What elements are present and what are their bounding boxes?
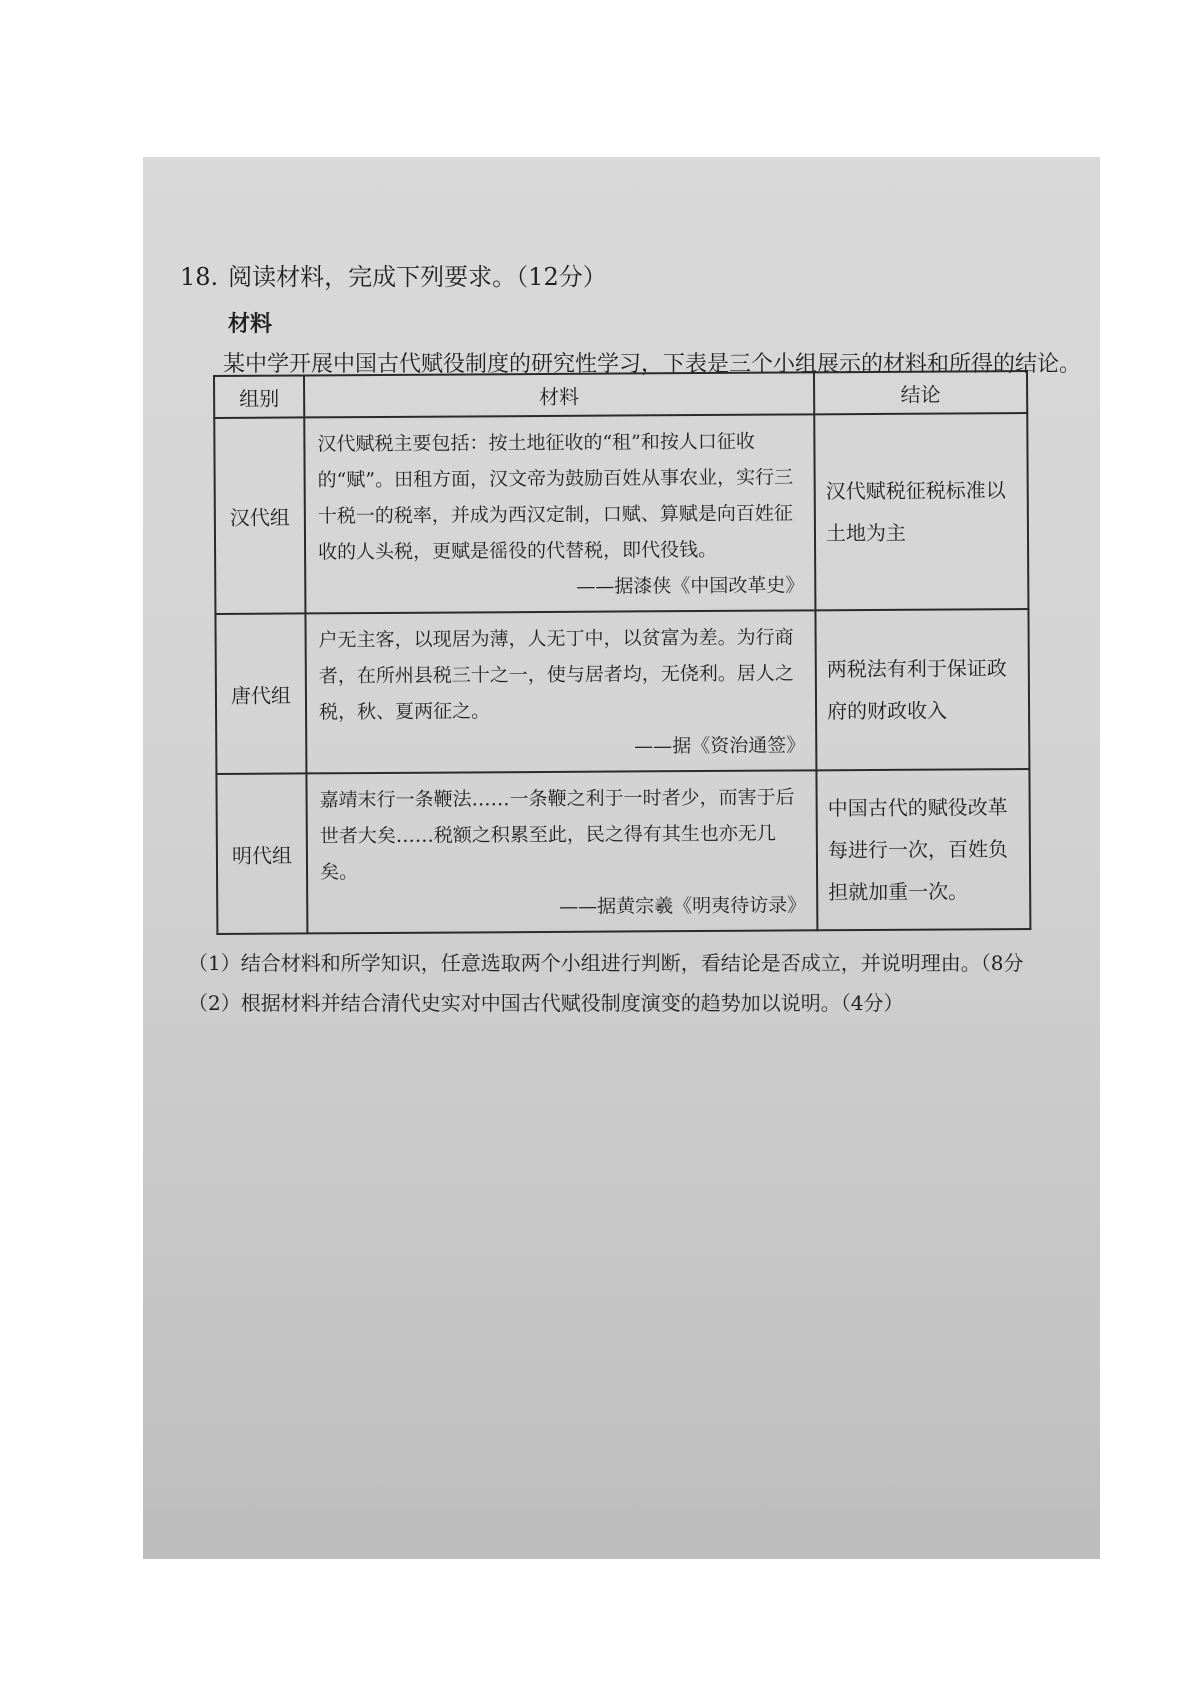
- sub-question-1: （1）结合材料和所学知识，任意选取两个小组进行判断，看结论是否成立，并说明理由。（8分: [188, 950, 1024, 975]
- material-label: 材料: [228, 311, 273, 337]
- conclusion-cell: 汉代赋税征税标准以土地为主: [814, 413, 1028, 610]
- material-text: 嘉靖末行一条鞭法……一条鞭之利于一时者少，而害于后世者大矣……税额之积累至此，民之得有其生也亦无几矣。: [319, 786, 795, 884]
- material-table: [213, 370, 1031, 935]
- question-heading: [180, 257, 607, 292]
- material-cell: [306, 770, 817, 933]
- table-header-row: [214, 371, 1027, 418]
- material-text: 汉代赋税主要包括：按土地征收的“租”和按人口征收的“赋”。田租方面，汉文帝为鼓励百姓从事农业，实行三十税一的税率，并成为西汉定制，口赋、算赋是向百姓征收的人头税，更赋是徭役的代替税，即代役钱。: [317, 430, 794, 564]
- exam-page: [143, 157, 1100, 1559]
- document-photo: [143, 157, 1100, 1559]
- material-source: ——据《资治通签》: [634, 734, 806, 758]
- material-source: ——据漆侠《中国改革史》: [576, 574, 805, 598]
- sub-question-2: （2）根据材料并结合清代史实对中国古代赋役制度演变的趋势加以说明。（4分）: [188, 990, 904, 1015]
- material-cell: [304, 414, 815, 613]
- question-number: 18.: [180, 263, 219, 291]
- table-row-tang: [215, 609, 1029, 774]
- material-cell: [305, 610, 816, 773]
- material-text: 户无主客，以现居为薄，人无丁中，以贫富为差。为行商者，在所州县税三十之一，使与居者均，无侥利。居人之税，秋、夏两征之。: [318, 626, 794, 724]
- material-source: ——据黄宗羲《明夷待访录》: [559, 894, 807, 918]
- header-group: 组别: [214, 375, 304, 418]
- question-title: 阅读材料，完成下列要求。（12分）: [228, 263, 607, 291]
- table-row-han: [214, 413, 1028, 614]
- group-cell: 汉代组: [214, 417, 305, 614]
- material-intro: 某中学开展中国古代赋役制度的研究性学习，下表是三个小组展示的材料和所得的结论。: [223, 352, 1082, 377]
- conclusion-cell: 两税法有利于保证政府的财政收入: [815, 609, 1029, 770]
- group-cell: 唐代组: [215, 613, 306, 774]
- header-conclusion: 结论: [814, 371, 1027, 414]
- table-row-ming: [216, 769, 1030, 934]
- header-material: 材料: [304, 372, 814, 417]
- conclusion-cell: 中国古代的赋役改革每进行一次，百姓负担就加重一次。: [816, 769, 1030, 930]
- group-cell: 明代组: [216, 773, 307, 934]
